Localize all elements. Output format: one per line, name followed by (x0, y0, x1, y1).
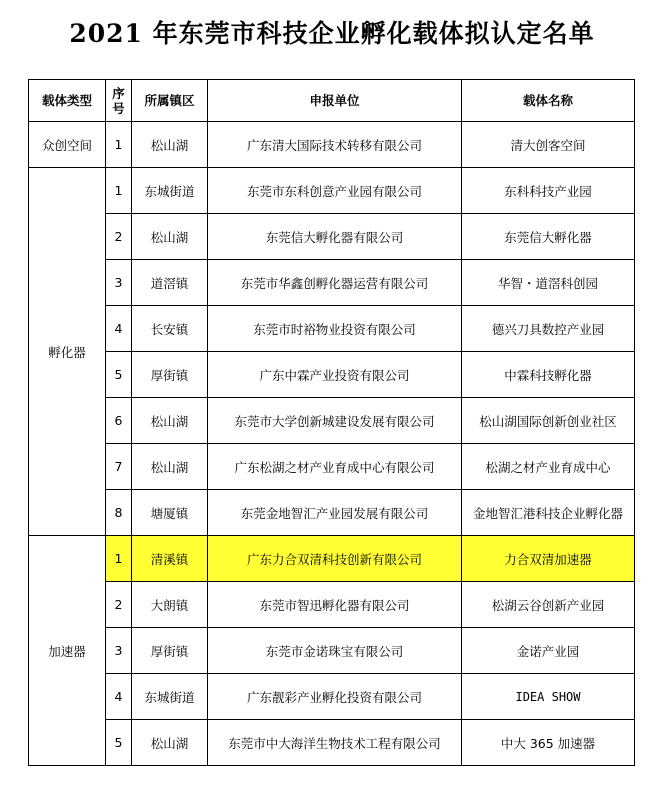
applicant-unit-cell: 广东中霖产业投资有限公司 (208, 352, 462, 398)
serial-no-cell: 7 (106, 444, 132, 490)
serial-no-cell: 4 (106, 674, 132, 720)
table-row (29, 582, 635, 628)
header-applicant-unit: 申报单位 (208, 80, 462, 122)
table-row (29, 398, 635, 444)
applicant-unit-cell: 东莞市智迅孵化器有限公司 (208, 582, 462, 628)
carrier-name-cell: 松湖之材产业育成中心 (462, 444, 635, 490)
table-row (29, 352, 635, 398)
town-cell: 大朗镇 (132, 582, 208, 628)
table-row (29, 674, 635, 720)
carrier-name-cell: 松山湖国际创新创业社区 (462, 398, 635, 444)
town-cell: 东城街道 (132, 674, 208, 720)
town-cell: 长安镇 (132, 306, 208, 352)
table-row (29, 214, 635, 260)
serial-no-cell: 2 (106, 214, 132, 260)
applicant-unit-cell: 东莞市华鑫创孵化器运营有限公司 (208, 260, 462, 306)
header-town: 所属镇区 (132, 80, 208, 122)
carrier-name-cell: 清大创客空间 (462, 122, 635, 168)
carrier-name-cell: 德兴刀具数控产业园 (462, 306, 635, 352)
table-body (29, 122, 635, 766)
table-row (29, 122, 635, 168)
carrier-name-cell: 金诺产业园 (462, 628, 635, 674)
carrier-name-cell: 松湖云谷创新产业园 (462, 582, 635, 628)
serial-no-cell: 1 (106, 536, 132, 582)
applicant-unit-cell: 东莞市大学创新城建设发展有限公司 (208, 398, 462, 444)
serial-no-cell: 1 (106, 168, 132, 214)
town-cell: 清溪镇 (132, 536, 208, 582)
table-row (29, 444, 635, 490)
carrier-type-cell: 众创空间 (29, 122, 106, 168)
serial-no-cell: 3 (106, 628, 132, 674)
carrier-name-cell: 东莞信大孵化器 (462, 214, 635, 260)
town-cell: 松山湖 (132, 214, 208, 260)
carrier-name-cell: 东科科技产业园 (462, 168, 635, 214)
town-cell: 塘厦镇 (132, 490, 208, 536)
page-title: 2021 年东莞市科技企业孵化载体拟认定名单 (69, 19, 595, 48)
town-cell: 厚街镇 (132, 628, 208, 674)
serial-no-cell: 8 (106, 490, 132, 536)
table-row (29, 536, 635, 582)
applicant-unit-cell: 广东清大国际技术转移有限公司 (208, 122, 462, 168)
town-cell: 松山湖 (132, 398, 208, 444)
table-row (29, 306, 635, 352)
applicant-unit-cell: 东莞信大孵化器有限公司 (208, 214, 462, 260)
applicant-unit-cell: 东莞市中大海洋生物技术工程有限公司 (208, 720, 462, 766)
town-cell: 松山湖 (132, 122, 208, 168)
serial-no-cell: 5 (106, 352, 132, 398)
table-row (29, 720, 635, 766)
header-serial-no: 序号 (106, 80, 132, 122)
serial-no-cell: 4 (106, 306, 132, 352)
applicant-unit-cell: 东莞市金诺珠宝有限公司 (208, 628, 462, 674)
carrier-type-cell: 孵化器 (29, 168, 106, 536)
carrier-name-cell: 金地智汇港科技企业孵化器 (462, 490, 635, 536)
table-header-row (29, 80, 635, 122)
table-row (29, 260, 635, 306)
carrier-name-cell: 中大 365 加速器 (462, 720, 635, 766)
town-cell: 松山湖 (132, 444, 208, 490)
table-row (29, 168, 635, 214)
applicant-unit-cell: 东莞金地智汇产业园发展有限公司 (208, 490, 462, 536)
town-cell: 道滘镇 (132, 260, 208, 306)
town-cell: 松山湖 (132, 720, 208, 766)
serial-no-cell: 1 (106, 122, 132, 168)
applicant-unit-cell: 东莞市时裕物业投资有限公司 (208, 306, 462, 352)
serial-no-cell: 5 (106, 720, 132, 766)
applicant-unit-cell: 广东松湖之材产业育成中心有限公司 (208, 444, 462, 490)
header-carrier-type: 载体类型 (29, 80, 106, 122)
table-row (29, 628, 635, 674)
carrier-name-cell: IDEA SHOW (462, 674, 635, 720)
carrier-name-cell: 华智・道滘科创园 (462, 260, 635, 306)
town-cell: 厚街镇 (132, 352, 208, 398)
incubator-list-table (28, 79, 635, 766)
serial-no-cell: 2 (106, 582, 132, 628)
applicant-unit-cell: 东莞市东科创意产业园有限公司 (208, 168, 462, 214)
serial-no-cell: 6 (106, 398, 132, 444)
table-row (29, 490, 635, 536)
applicant-unit-cell: 广东靓彩产业孵化投资有限公司 (208, 674, 462, 720)
applicant-unit-cell: 广东力合双清科技创新有限公司 (208, 536, 462, 582)
header-carrier-name: 载体名称 (462, 80, 635, 122)
carrier-type-cell: 加速器 (29, 536, 106, 766)
carrier-name-cell: 力合双清加速器 (462, 536, 635, 582)
town-cell: 东城街道 (132, 168, 208, 214)
serial-no-cell: 3 (106, 260, 132, 306)
carrier-name-cell: 中霖科技孵化器 (462, 352, 635, 398)
